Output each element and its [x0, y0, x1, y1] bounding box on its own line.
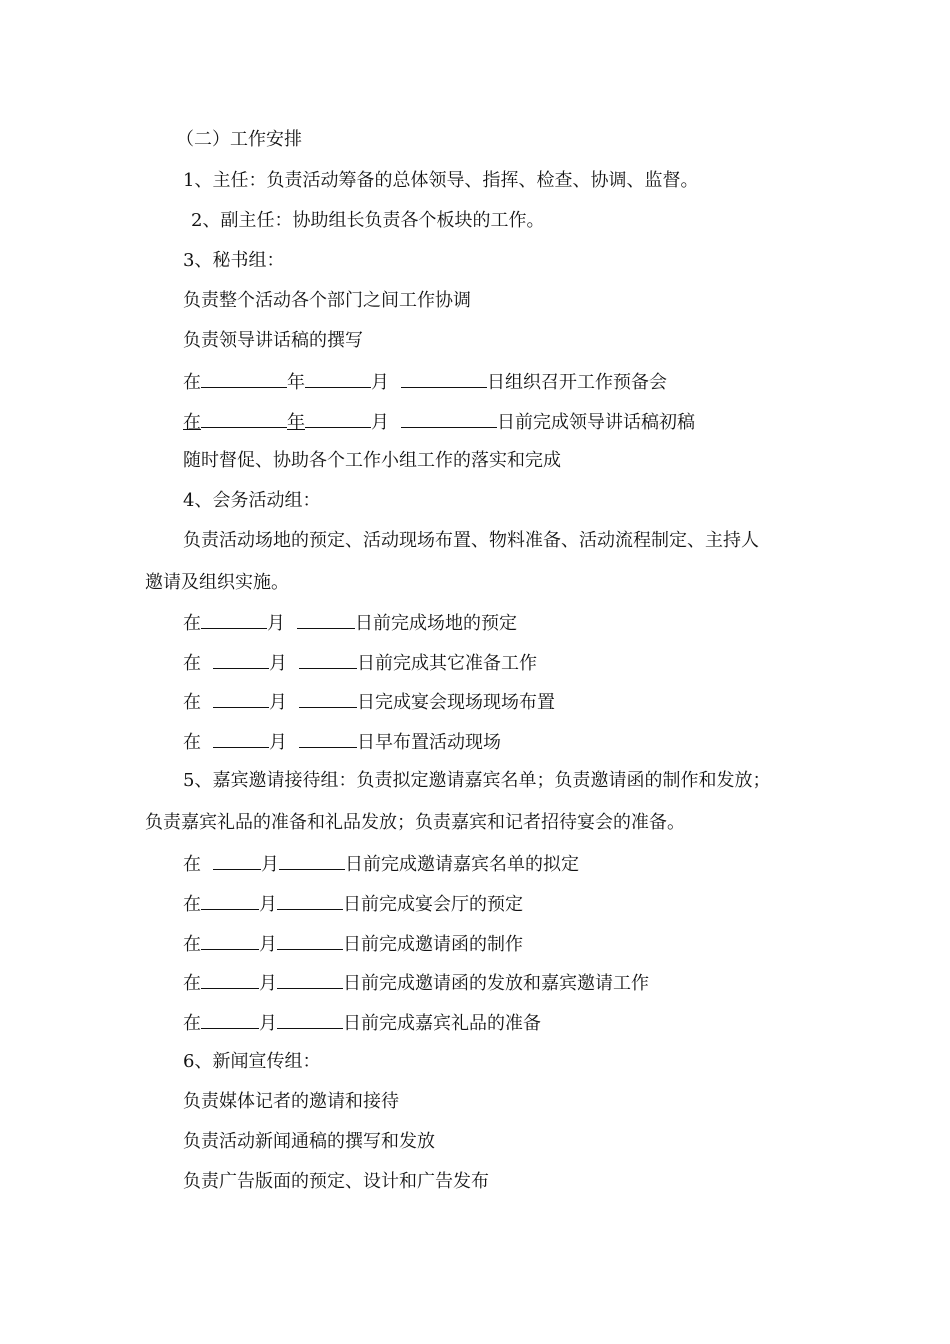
schedule-month: 月 — [269, 692, 287, 713]
item-guests: 5、嘉宾邀请接待组：负责拟定邀请嘉宾名单；负责邀请函的制作和发放； — [183, 770, 771, 791]
blank-underline — [213, 650, 269, 669]
schedule-prefix: 在 — [183, 692, 201, 713]
conference-desc: 负责活动场地的预定、活动现场布置、物料准备、活动流程制定、主持人 — [183, 530, 759, 551]
schedule-month: 月 — [267, 613, 285, 634]
blank-underline — [201, 409, 287, 428]
secretariat-line: 负责整个活动各个部门之间工作协调 — [183, 290, 471, 311]
schedule-text: 日前完成宴会厅的预定 — [343, 894, 523, 915]
blank-underline — [277, 970, 343, 989]
blank-underline — [401, 369, 487, 388]
schedule-prefix: 在 — [183, 1013, 201, 1034]
guests-desc: 负责嘉宾礼品的准备和礼品发放；负责嘉宾和记者招待宴会的准备。 — [145, 812, 685, 833]
blank-underline — [201, 891, 259, 910]
blank-underline — [305, 409, 371, 428]
schedule-month: 月 — [261, 854, 279, 875]
schedule-month: 月 — [269, 732, 287, 753]
schedule-prefix: 在 — [183, 613, 201, 634]
blank-underline — [201, 970, 259, 989]
schedule-line — [183, 729, 501, 755]
blank-underline — [213, 729, 269, 748]
blank-underline — [279, 851, 345, 870]
blank-underline — [201, 1010, 259, 1029]
news-line: 负责活动新闻通稿的撰写和发放 — [183, 1131, 435, 1152]
schedule-month: 月 — [259, 1013, 277, 1034]
schedule-prefix: 在 — [183, 854, 201, 875]
schedule-month: 月 — [269, 653, 287, 674]
blank-underline — [213, 689, 269, 708]
schedule-line — [183, 409, 695, 435]
schedule-line — [183, 689, 555, 715]
schedule-line — [183, 931, 523, 957]
schedule-text: 日前完成领导讲话稿初稿 — [497, 412, 695, 433]
blank-underline — [277, 1010, 343, 1029]
news-line: 负责广告版面的预定、设计和广告发布 — [183, 1171, 489, 1192]
schedule-month: 月 — [259, 894, 277, 915]
schedule-text: 日前完成邀请函的制作 — [343, 934, 523, 955]
section-heading: （二）工作安排 — [176, 129, 302, 150]
item-news: 6、新闻宣传组： — [183, 1051, 321, 1072]
secretariat-line: 负责领导讲话稿的撰写 — [183, 330, 363, 351]
item-deputy: 2、副主任：协助组长负责各个板块的工作。 — [191, 210, 545, 231]
schedule-line — [183, 1010, 541, 1036]
news-line: 负责媒体记者的邀请和接待 — [183, 1091, 399, 1112]
blank-underline — [299, 729, 357, 748]
schedule-text: 日前完成场地的预定 — [355, 613, 517, 634]
item-secretariat: 3、秘书组： — [183, 250, 285, 271]
secretariat-line: 随时督促、协助各个工作小组工作的落实和完成 — [183, 450, 561, 471]
item-director: 1、主任：负责活动筹备的总体领导、指挥、检查、协调、监督。 — [183, 170, 699, 191]
schedule-line — [183, 369, 667, 395]
schedule-prefix: 在 — [183, 732, 201, 753]
schedule-text: 日前完成嘉宾礼品的准备 — [343, 1013, 541, 1034]
schedule-text: 日组织召开工作预备会 — [487, 372, 667, 393]
blank-underline — [305, 369, 371, 388]
blank-underline — [299, 650, 357, 669]
schedule-month: 月 — [371, 372, 389, 393]
schedule-line — [183, 610, 517, 636]
conference-desc: 邀请及组织实施。 — [145, 572, 289, 593]
schedule-prefix: 在 — [183, 894, 201, 915]
blank-underline — [277, 931, 343, 950]
blank-underline — [401, 409, 497, 428]
schedule-month: 月 — [259, 973, 277, 994]
schedule-line — [183, 891, 523, 917]
schedule-text: 日前完成邀请函的发放和嘉宾邀请工作 — [343, 973, 649, 994]
schedule-text: 日前完成其它准备工作 — [357, 653, 537, 674]
schedule-month: 月 — [371, 412, 389, 433]
schedule-prefix: 在 — [183, 973, 201, 994]
schedule-prefix: 在 — [183, 372, 201, 393]
schedule-prefix: 在 — [183, 934, 201, 955]
schedule-line — [183, 851, 579, 877]
schedule-line — [183, 650, 537, 676]
blank-underline — [277, 891, 343, 910]
schedule-text: 日早布置活动现场 — [357, 732, 501, 753]
blank-underline — [201, 369, 287, 388]
item-conference: 4、会务活动组： — [183, 490, 321, 511]
schedule-text: 日完成宴会现场现场布置 — [357, 692, 555, 713]
schedule-prefix: 在 — [183, 653, 201, 674]
schedule-year: 年 — [287, 372, 305, 393]
blank-underline — [213, 851, 261, 870]
blank-underline — [297, 610, 355, 629]
schedule-text: 日前完成邀请嘉宾名单的拟定 — [345, 854, 579, 875]
schedule-year: 年 — [287, 412, 305, 433]
blank-underline — [299, 689, 357, 708]
blank-underline — [201, 931, 259, 950]
schedule-prefix: 在 — [183, 412, 201, 433]
blank-underline — [201, 610, 267, 629]
schedule-month: 月 — [259, 934, 277, 955]
schedule-line — [183, 970, 649, 996]
